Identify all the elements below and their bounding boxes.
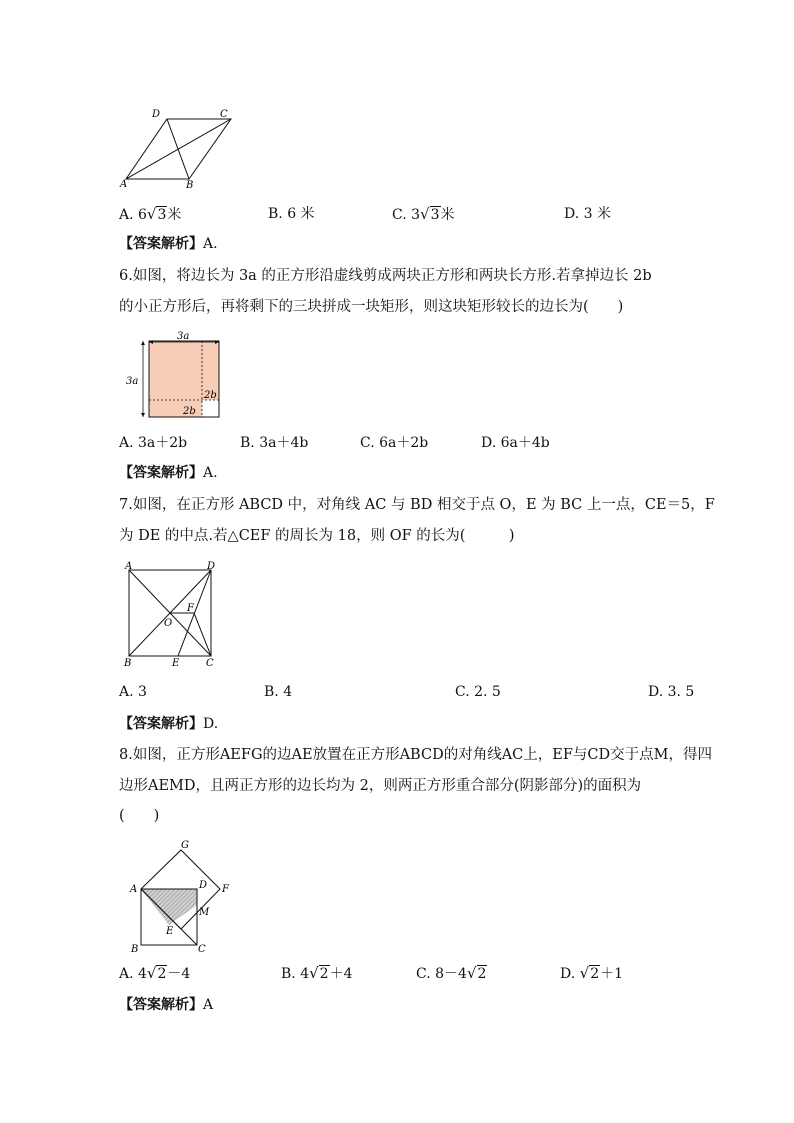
q5-option-d: D. 3 米 (564, 206, 611, 222)
vertex-label-a: A (120, 179, 128, 190)
sqrt-symbol: √2 (309, 964, 329, 982)
q6-option-a: A. 3a＋2b (119, 435, 188, 451)
sqrt-symbol: √3 (420, 205, 440, 223)
q7-option-d: D. 3. 5 (648, 684, 695, 700)
q6-option-d: D. 6a＋4b (481, 435, 550, 451)
q5-option-a: A. 6√3米 (119, 205, 182, 223)
q8-question-line3: ( ) (119, 808, 160, 824)
vertex-label-a: A (125, 561, 133, 572)
vertex-label-g: G (181, 840, 189, 851)
q6-option-b: B. 3a＋4b (240, 435, 309, 451)
q7-answer: 【答案解析】D. (119, 716, 219, 732)
sqrt-symbol: √3 (146, 205, 167, 223)
q8-option-c: C. 8－4√2 (416, 964, 487, 982)
point-label-m: M (199, 907, 210, 918)
vertex-label-d: D (207, 561, 216, 572)
q5-answer: 【答案解析】A. (119, 236, 218, 252)
vertex-label-f: F (222, 884, 229, 895)
shaded-overlap-region (141, 889, 197, 925)
q6-option-c: C. 6a＋2b (360, 435, 429, 451)
dimension-label-left: 3a (126, 376, 139, 387)
q7-question-line2: 为 DE 的中点.若△CEF 的周长为 18，则 OF 的长为( ) (119, 528, 515, 544)
q8-option-a: A. 4√2－4 (119, 964, 191, 982)
q7-option-a: A. 3 (119, 684, 147, 700)
two-squares-figure (124, 838, 236, 956)
vertex-label-c: C (198, 944, 206, 955)
diagonal-bd (167, 119, 189, 179)
vertex-label-b: B (186, 180, 194, 191)
vertex-label-b: B (124, 658, 132, 669)
q6-question-line1: 6.如图，将边长为 3a 的正方形沿虚线剪成两块正方形和两块长方形.若拿掉边长 2b (119, 268, 652, 284)
vertex-label-d: D (152, 109, 161, 120)
q8-question-line1: 8.如图，正方形AEFG的边AE放置在正方形ABCD的对角线AC上，EF与CD交于点M，得四 (119, 747, 712, 763)
removed-small-square (202, 400, 219, 417)
q8-answer: 【答案解析】A (119, 997, 214, 1013)
square-cut-figure (120, 330, 232, 422)
q8-option-d: D. √2＋1 (560, 964, 624, 982)
q5-option-b: B. 6 米 (268, 206, 315, 222)
dimension-label-top: 3a (177, 331, 190, 342)
q6-answer: 【答案解析】A. (119, 465, 218, 481)
q7-option-c: C. 2. 5 (455, 684, 501, 700)
q8-question-line2: 边形AEMD，且两正方形的边长均为 2，则两正方形重合部分(阴影部分)的面积为 (119, 778, 642, 794)
point-label-f: F (187, 603, 194, 614)
dimension-label-right: 2b (204, 390, 217, 401)
q8-option-b: B. 4√2＋4 (281, 964, 353, 982)
parallelogram-figure (116, 104, 240, 192)
vertex-label-e: E (166, 926, 174, 937)
point-label-e: E (172, 658, 180, 669)
sqrt-symbol: √2 (466, 964, 487, 982)
q7-option-b: B. 4 (264, 684, 293, 700)
q5-option-c: C. 3√3米 (392, 205, 455, 223)
vertex-label-c: C (206, 658, 214, 669)
sqrt-symbol: √2 (579, 964, 600, 982)
vertex-label-d: D (199, 880, 208, 891)
vertex-label-b: B (131, 944, 139, 955)
sqrt-symbol: √2 (146, 964, 167, 982)
point-label-o: O (164, 618, 173, 629)
vertex-label-c: C (220, 109, 228, 120)
dimension-label-bottom: 2b (183, 406, 196, 417)
square-abcd-figure (118, 560, 228, 672)
segment-fc (194, 613, 211, 656)
q6-question-line2: 的小正方形后，再将剩下的三块拼成一块矩形，则这块矩形较长的边长为( ) (119, 299, 624, 315)
q7-question-line1: 7.如图，在正方形 ABCD 中，对角线 AC 与 BD 相交于点 O，E 为 BC 上一点，CE＝5，F (119, 497, 715, 513)
vertex-label-a: A (130, 884, 138, 895)
